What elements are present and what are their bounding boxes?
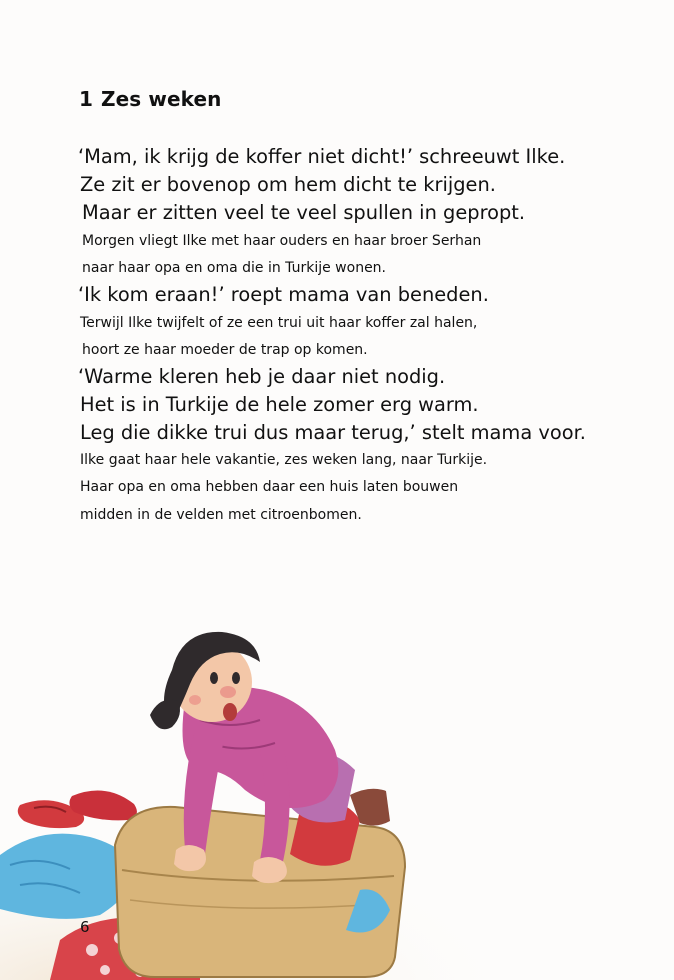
story-line: Haar opa en oma hebben daar een huis laten bouwen bbox=[80, 479, 459, 495]
story-line: Leg die dikke trui dus maar terug,’ stelt mama voor. bbox=[80, 421, 586, 444]
story-line: Het is in Turkije de hele zomer erg warm. bbox=[80, 393, 479, 416]
story-line: midden in de velden met citroenbomen. bbox=[80, 507, 362, 523]
story-line: ‘Warme kleren heb je daar niet nodig. bbox=[78, 365, 446, 388]
story-line: Maar er zitten veel te veel spullen in gepropt. bbox=[82, 201, 526, 224]
girl-on-suitcase-illustration bbox=[0, 600, 674, 980]
story-line: Ze zit er bovenop om hem dicht te krijgen. bbox=[80, 173, 496, 196]
suitcase bbox=[115, 807, 405, 977]
story-line: Terwijl Ilke twijfelt of ze een trui uit haar koffer zal halen, bbox=[80, 315, 478, 331]
story-line: hoort ze haar moeder de trap op komen. bbox=[82, 342, 368, 358]
story-line: naar haar opa en oma die in Turkije wonen. bbox=[82, 260, 387, 276]
page-number: 6 bbox=[80, 918, 90, 936]
chapter-number: 1 bbox=[79, 87, 94, 111]
story-line: Morgen vliegt Ilke met haar ouders en haar broer Serhan bbox=[82, 233, 482, 249]
chapter-title: Zes weken bbox=[101, 87, 222, 111]
story-line: Ilke gaat haar hele vakantie, zes weken lang, naar Turkije. bbox=[80, 452, 488, 468]
chapter-heading bbox=[79, 87, 221, 111]
story-line: ‘Mam, ik krijg de koffer niet dicht!’ schreeuwt Ilke. bbox=[78, 145, 566, 168]
story-line: ‘Ik kom eraan!’ roept mama van beneden. bbox=[78, 283, 489, 306]
